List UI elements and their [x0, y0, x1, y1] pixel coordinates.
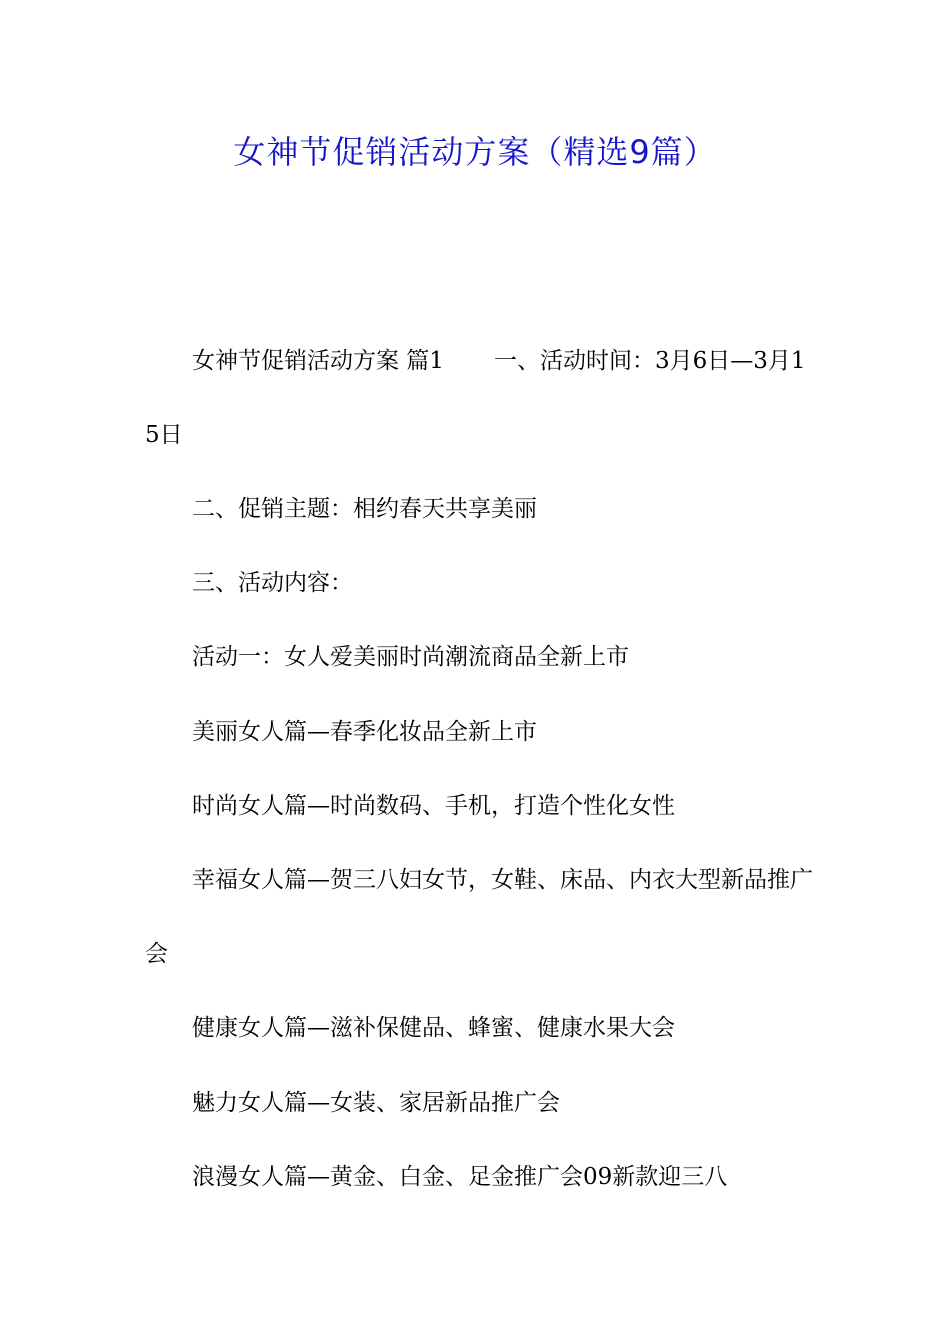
document-title: 女神节促销活动方案（精选9篇） [233, 133, 717, 171]
paragraph-fashion-women: 时尚女人篇—时尚数码、手机，打造个性化女性 [192, 793, 675, 819]
paragraph-activity-time [145, 324, 815, 472]
section-heading: 女神节促销活动方案 篇1 [192, 348, 444, 374]
paragraph-activity-content: 三、活动内容： [192, 570, 353, 596]
paragraph-text: 一、活动时间：3月6日—3月15日 [145, 348, 806, 448]
paragraph-beauty-women: 美丽女人篇—春季化妆品全新上市 [192, 719, 537, 745]
paragraph-healthy-women: 健康女人篇—滋补保健品、蜂蜜、健康水果大会 [192, 1015, 675, 1041]
paragraph-happy-women: 幸福女人篇—贺三八妇女节，女鞋、床品、内衣大型新品推广会 [145, 867, 813, 967]
paragraph-promo-theme: 二、促销主题：相约春天共享美丽 [192, 496, 537, 522]
paragraph-activity-one: 活动一：女人爱美丽时尚潮流商品全新上市 [192, 644, 629, 670]
paragraph-charming-women: 魅力女人篇—女装、家居新品推广会 [192, 1090, 560, 1116]
paragraph-romantic-women: 浪漫女人篇—黄金、白金、足金推广会09新款迎三八 [192, 1164, 728, 1190]
